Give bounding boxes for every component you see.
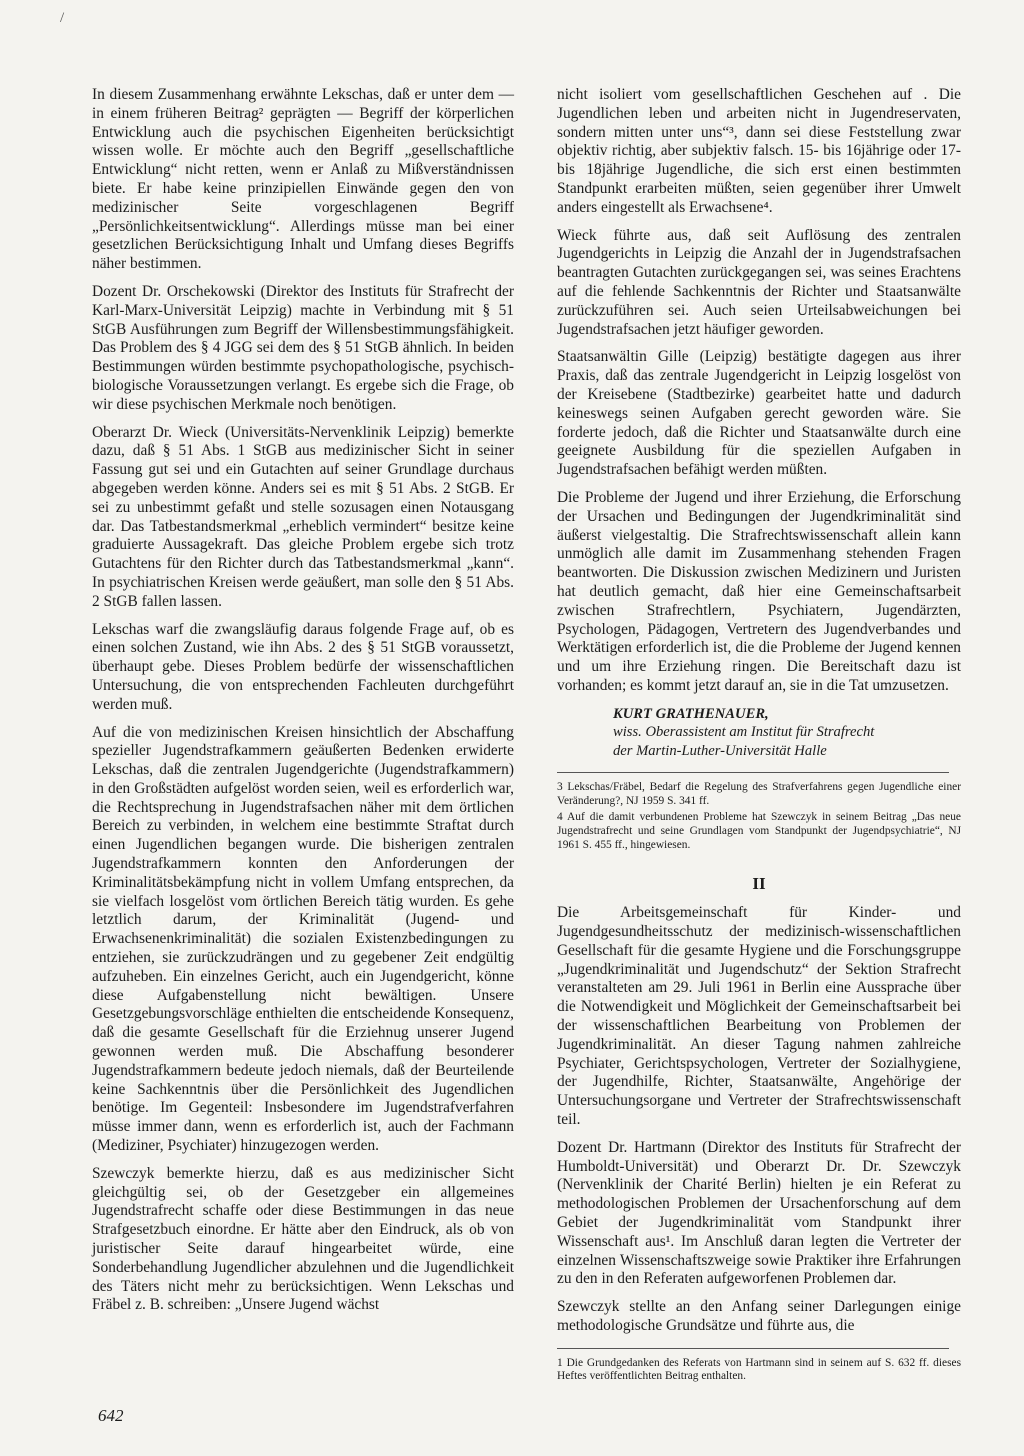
paragraph: Lekschas warf die zwangsläufig daraus folgende Frage auf, ob es einen solchen Zustand, wie ihn Abs. 2 des § 51 StGB voraussetzt, überhaupt gebe. Dieses Problem bedürfe der wissenschaftlichen Untersuchung, die von entsprechenden Fachleuten durchgeführt werden muß. — [92, 620, 514, 713]
footnote: 3 Lekschas/Fräbel, Bedarf die Regelung des Strafverfahrens gegen Jugendliche einer Veränderung?, NJ 1959 S. 341 ff. — [557, 781, 961, 807]
paragraph: Die Probleme der Jugend und ihrer Erziehung, die Erforschung der Ursachen und Bedingungen der Jugendkriminalität sind äußerst vielgestaltig. Die Strafrechtswissenschaft allein kann unmöglich alle damit im Zusammenhang stehenden Fragen beantworten. Die Diskussion zwischen Medizinern und Juristen hat deutlich gemacht, daß hier eine Gemeinschaftsarbeit zwischen Strafrechtlern, Psychiatern, Jugendärzten, Psychologen, Pädagogen, Vertretern des Jugendverbandes und Werktätigen erforderlich ist, die die Probleme der Jugend kennen und um ihre Erziehung ringen. Die Bereitschaft dazu ist vorhanden; es kommt jetzt darauf an, sie in die Tat umzusetzen. — [557, 488, 961, 694]
author-signature — [613, 705, 961, 761]
paragraph: Staatsanwältin Gille (Leipzig) bestätigte dagegen aus ihrer Praxis, daß das zentrale Jugendgericht in Leipzig losgelöst von der Kreisebene (Stadtbezirke) gearbeitet hatte und dadurch keineswegs seinen Aufgaben gerecht geworden wäre. Sie forderte jedoch, daß die Richter und Staatsanwälte durch eine geeignete Ausbildung für die speziellen Aufgaben in Jugendstrafsachen befähigt werden müßten. — [557, 348, 961, 479]
section-heading: II — [752, 874, 766, 894]
paragraph: Wieck führte aus, daß seit Auflösung des zentralen Jugendgerichts in Leipzig die Anzahl der in Jugendstrafsachen beantragten Gutachten zurückgegangen sei, was seines Erachtens auf die fehlende Sachkenntnis der Richter und Staatsanwälte zurückzuführen sei. Auch seien Urteilsabweichungen bei Jugendstrafsachen jetzt häufiger geworden. — [557, 226, 961, 338]
top-margin-mark: / — [60, 10, 65, 26]
footnote: 4 Auf die damit verbundenen Probleme hat Szewczyk in seinem Beitrag „Das neue Jugendstrafrecht und seine Grundlagen vom Standpunkt der Jugendpsychiatrie“, NJ 1961 S. 455 ff., hingewiesen. — [557, 811, 961, 851]
left-column — [92, 86, 514, 1324]
author-name: KURT GRATHENAUER, — [613, 705, 769, 722]
paragraph: nicht isoliert vom gesellschaftlichen Geschehen auf . Die Jugendlichen leben und arbeiten nicht in Jugendreservaten, sondern mitten unter uns“³, dann sei diese Feststellung zwar objektiv richtig, aber subjektiv falsch. 15- bis 16jährige oder 17- bis 18jährige Jugendliche, die sich erst einen bestimmten Standpunkt erarbeiten müßten, seien gegenüber ihrer Umwelt anders eingestellt als Erwachsene⁴. — [557, 86, 961, 216]
author-affiliation: der Martin-Luther-Universität Halle — [613, 742, 827, 759]
paragraph: Szewczyk stellte an den Anfang seiner Darlegungen einige methodologische Grundsätze und führte aus, die — [557, 1298, 961, 1334]
paragraph: Oberarzt Dr. Wieck (Universitäts-Nervenklinik Leipzig) bemerkte dazu, daß § 51 Abs. 1 StGB aus medizinischer Sicht in seiner Fassung gut sei und ein Gutachten auf seiner Grundlage durchaus abgegeben werden könne. Anders sei es mit § 51 Abs. 2 StGB. Er sei zu unbestimmt gefaßt und stelle sozusagen einen Notausgang dar. Das Tatbestandsmerkmal „erheblich vermindert“ besitze keine graduierte Aussagekraft. Das gleiche Problem ergebe sich trotz Gutachtens für den Richter durch das Tatbestandsmerkmal „kann“. In psychiatrischen Kreisen werde geäußert, man solle den § 51 Abs. 2 StGB fallen lassen. — [92, 423, 514, 610]
paragraph: Szewczyk bemerkte hierzu, daß es aus medizinischer Sicht gleichgültig sei, ob der Gesetzgeber ein allgemeines Jugendstrafrecht schaffe oder diese Bestimmungen in das neue Strafgesetzbuch einordne. Er hätte aber den Eindruck, als ob von juristischer Seite darauf hingearbeitet würde, eine Sonderbehandlung Jugendlicher abzulehnen und die Jugendlichkeit des Täters nicht mehr zu berücksichtigen. Wenn Lekschas und Fräbel z. B. schreiben: „Unsere Jugend wächst — [92, 1164, 514, 1314]
footnote-divider — [557, 1348, 949, 1349]
paragraph: Die Arbeitsgemeinschaft für Kinder- und Jugendgesundheitsschutz der medizinisch-wissenschaftlichen Gesellschaft für die gesamte Hygiene und die Forschungsgruppe „Jugendkriminalität und Jugendschutz“ der Sektion Strafrecht veranstalteten am 29. Juli 1961 in Berlin eine Aussprache über die Notwendigkeit und Möglichkeit der Gemeinschaftsarbeit bei der wissenschaftlichen Bearbeitung von Problemen der Jugendkriminalität. An dieser Tagung nahmen zahlreiche Psychiater, Gerichtspsychologen, Vertreter der Sozialhygiene, der Jugendhilfe, Richter, Staatsanwälte, Angehörige der Untersuchungsorgane und Vertreter der Strafrechtswissenschaft teil. — [557, 904, 961, 1128]
right-column — [557, 86, 961, 1387]
footnote-divider — [557, 772, 949, 773]
page-number: 642 — [98, 1406, 124, 1425]
paragraph: Auf die von medizinischen Kreisen hinsichtlich der Abschaffung spezieller Jugendstrafkammern geäußerten Bedenken erwiderte Lekschas, daß die zentralen Jugendgerichte (Jugendstrafkammern) in den Großstädten aufgelöst worden seien, weil es erforderlich war, die Rechtsprechung in Jugendstrafsachen näher mit dem örtlichen Bereich zu verbinden, in welchem eine bestimmte Straftat durch einen Jugendlichen begangen wurde. Die bisherigen zentralen Jugendstrafkammern konnten den Anforderungen der Kriminalitätsbekämpfung nicht in vollem Umfang entsprechen, da sie vielfach losgelöst vom örtlichen Bereich tätig wurden. Es gehe letztlich darum, der Kriminalität (Jugend- und Erwachsenenkriminalität) die sozialen Existenzbedingungen zu entziehen, sie zurückzudrängen und zu gegebener Zeit endgültig aufzuheben. Ein einzelnes Gericht, auch ein Jugendgericht, könne diese Aufgabenstellung nicht bewältigen. Unsere Gesetzgebungsvorschläge enthielten die entscheidende Konsequenz, daß die gesamte Gesellschaft für die Erziehnug unserer Jugend gewonnen werden muß. Die Abschaffung besonderer Jugendstrafkammern bedeute jedoch niemals, daß der Beurteilende keine Sachkenntnis über die Persönlichkeit des Jugendlichen benötige. Im Gegenteil: Insbesondere im Jugendstrafverfahren müsse immer dann, wenn es erforderlich ist, auch der Fachmann (Mediziner, Psychiater) hinzugezogen werden. — [92, 723, 514, 1155]
paragraph: Dozent Dr. Orschekowski (Direktor des Instituts für Strafrecht der Karl-Marx-Universität Leipzig) machte in Verbindung mit § 51 StGB Ausführungen zum Begriff der Willensbestimmungsfähigkeit. Das Problem des § 4 JGG sei dem des § 51 StGB ähnlich. In beiden Bestimmungen würden bestimmte psychopathologische, psychisch-biologische Voraussetzungen verlangt. Es ergebe sich die Frage, ob wir diese psychischen Merkmale noch benötigen. — [92, 282, 514, 413]
paragraph: In diesem Zusammenhang erwähnte Lekschas, daß er unter dem — in einem früheren Beitrag² geprägten — Begriff der körperlichen Entwicklung auch die psychischen Eigenheiten berücksichtigt wissen wolle. Er möchte auch den Begriff „gesellschaftliche Entwicklung“ nicht retten, wenn er Anlaß zu Mißverständnissen biete. Er habe keine prinzipiellen Einwände gegen den von medizinischer Seite vorgeschlagenen Begriff „Persönlichkeitsentwicklung“. Allerdings müsse man bei einer gesetzlichen Berücksichtigung Inhalt und Umfang dieses Begriffs näher bestimmen. — [92, 86, 514, 273]
paragraph: Dozent Dr. Hartmann (Direktor des Instituts für Strafrecht der Humboldt-Universität) und Oberarzt Dr. Dr. Szewczyk (Nervenklinik der Charité Berlin) hielten je ein Referat zu methodologischen Problemen der Ursachenforschung auf dem Gebiet der Jugendkriminalität vom Standpunkt ihrer Wissenschaft aus¹. Im Anschluß daran legten die Vertreter der einzelnen Wissenschaftszweige sowie Praktiker ihre Erfahrungen zu den in den Referaten aufgeworfenen Problemen dar. — [557, 1138, 961, 1288]
footnote: 1 Die Grundgedanken des Referats von Hartmann sind in seinem auf S. 632 ff. dieses Heftes veröffentlichten Beitrag enthalten. — [557, 1356, 961, 1383]
author-title: wiss. Oberassistent am Institut für Strafrecht — [613, 724, 875, 741]
